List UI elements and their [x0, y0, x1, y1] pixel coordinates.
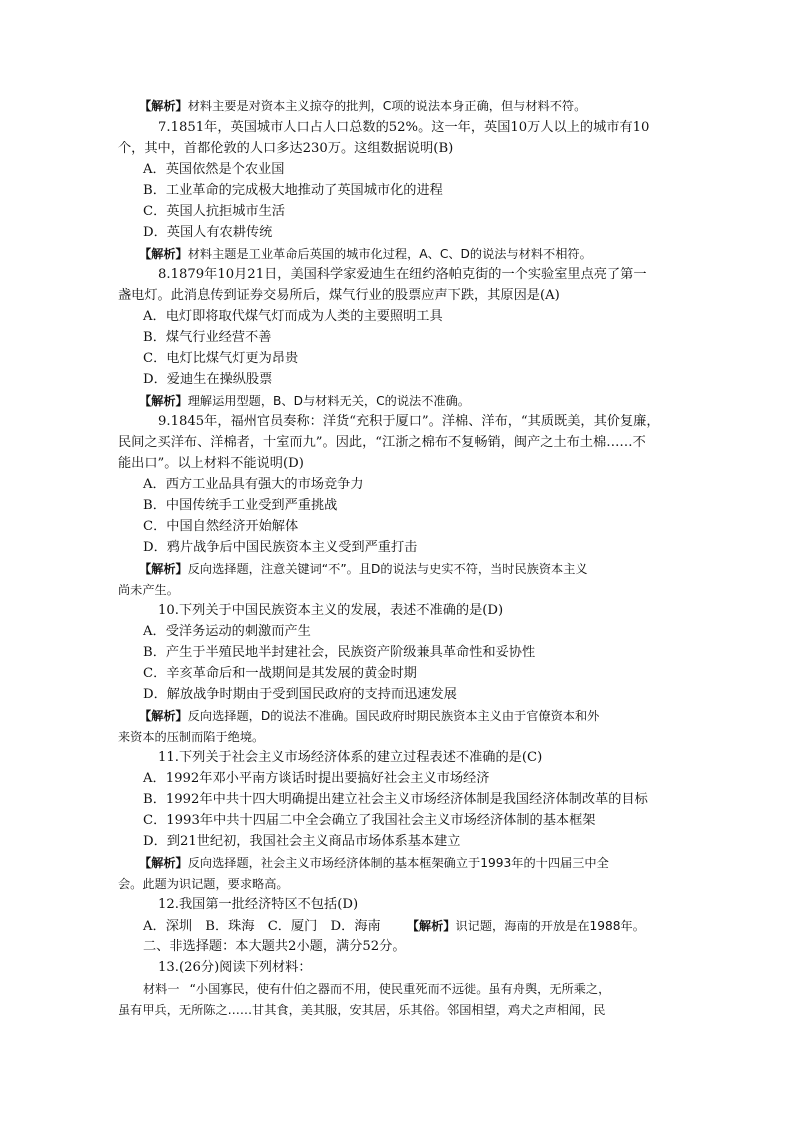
q12-options — [143, 916, 705, 937]
question-8-stem-cont: 盏电灯。此消息传到证券交易所后，煤气行业的股票应声下跌，其原因是(A) — [118, 288, 560, 303]
question-9-stem-cont: 民间之买洋布、洋棉者，十室而九”。因此，“江浙之棉布不复畅销，闽产之土布土棉……不 — [118, 435, 646, 450]
explanation-tag: 【解析】 — [139, 562, 188, 576]
q9-option-b: B．中国传统手工业受到严重挑战 — [143, 498, 338, 513]
material-text: “小国寡民，使有什伯之器而不用，使民重死而不远徙。虽有舟舆，无所乘之， — [189, 982, 611, 996]
explanation-line — [139, 559, 701, 579]
question-10-stem: 10.下列关于中国民族资本主义的发展，表述不准确的是(D) — [158, 603, 504, 618]
q12-explanation — [407, 919, 645, 933]
q10-option-c: C．辛亥革命后和一战期间是其发展的黄金时期 — [143, 666, 417, 681]
question-8-stem: 8.1879年10月21日，美国科学家爱迪生在纽约洛帕克街的一个实验室里点亮了第一 — [158, 267, 647, 282]
explanation-cont: 会。此题为识记题，要求略高。 — [118, 877, 289, 891]
explanation-tag: 【解析】 — [139, 394, 188, 408]
q12-options-text: A．深圳 B．珠海 C．厦门 D．海南 — [143, 919, 381, 934]
material-1 — [143, 979, 705, 999]
q11-option-a: A．1992年邓小平南方谈话时提出要搞好社会主义市场经济 — [143, 771, 490, 786]
material-1-cont: 虽有甲兵，无所陈之……甘其食，美其服，安其居，乐其俗。邻国相望，鸡犬之声相闻，民 — [118, 1003, 606, 1017]
explanation-text: 材料主题是工业革命后英国的城市化过程，A、C、D的说法与材料不相符。 — [187, 247, 592, 261]
explanation-tag: 【解析】 — [139, 247, 188, 261]
section-heading: 二、非选择题：本大题共2小题，满分52分。 — [143, 939, 406, 954]
explanation-line — [139, 706, 701, 726]
q7-option-b: B．工业革命的完成极大地推动了英国城市化的进程 — [143, 183, 443, 198]
explanation-tag: 【解析】 — [406, 919, 456, 933]
explanation-line — [139, 853, 701, 873]
explanation-text: 反向选择题，社会主义市场经济体制的基本框架确立于1993年的十四届三中全 — [187, 856, 609, 870]
explanation-text: 反向选择题，D的说法不准确。国民政府时期民族资本主义由于官僚资本和外 — [187, 709, 600, 723]
q8-option-c: C．电灯比煤气灯更为昂贵 — [143, 351, 299, 366]
explanation-text: 反向选择题，注意关键词“不”。且D的说法与史实不符，当时民族资本主义 — [187, 562, 588, 576]
q11-option-c: C．1993年中共十四届二中全会确立了我国社会主义市场经济体制的基本框架 — [143, 813, 596, 828]
question-7-stem: 7.1851年，英国城市人口占人口总数的52%。这一年，英国10万人以上的城市有10 — [158, 120, 650, 135]
q9-option-d: D．鸦片战争后中国民族资本主义受到严重打击 — [143, 540, 418, 555]
explanation-line — [139, 244, 701, 264]
explanation-text: 理解运用型题，B、D与材料无关，C的说法不准确。 — [187, 394, 470, 408]
q7-option-d: D．英国人有农耕传统 — [143, 225, 273, 240]
explanation-tag: 【解析】 — [139, 709, 188, 723]
question-9-stem-cont: 能出口”。以上材料不能说明(D) — [118, 456, 304, 471]
q8-option-a: A．电灯即将取代煤气灯而成为人类的主要照明工具 — [143, 309, 443, 324]
q8-option-b: B．煤气行业经营不善 — [143, 330, 272, 345]
explanation-text: 识记题，海南的开放是在1988年。 — [455, 919, 645, 933]
explanation-line — [139, 391, 701, 411]
explanation-cont: 来资本的压制而陷于绝境。 — [118, 730, 265, 744]
question-13-stem: 13.(26分)阅读下列材料： — [158, 960, 312, 975]
explanation-line — [139, 96, 701, 116]
q8-option-d: D．爱迪生在操纵股票 — [143, 372, 273, 387]
q9-option-c: C．中国自然经济开始解体 — [143, 519, 299, 534]
explanation-text: 材料主要是对资本主义掠夺的批判，C项的说法本身正确，但与材料不符。 — [187, 99, 587, 113]
explanation-tag: 【解析】 — [139, 99, 188, 113]
q10-option-b: B．产生于半殖民地半封建社会，民族资产阶级兼具革命性和妥协性 — [143, 645, 536, 660]
explanation-cont: 尚未产生。 — [118, 583, 179, 597]
q7-option-c: C．英国人抗拒城市生活 — [143, 204, 285, 219]
question-7-stem-cont: 个，其中，首都伦敦的人口多达230万。这组数据说明(B) — [118, 141, 454, 156]
q9-option-a: A．西方工业品具有强大的市场竞争力 — [143, 477, 364, 492]
q10-option-a: A．受洋务运动的刺激而产生 — [143, 624, 311, 639]
question-12-stem: 12.我国第一批经济特区不包括(D) — [158, 897, 359, 912]
q10-option-d: D．解放战争时期由于受到国民政府的支持而迅速发展 — [143, 687, 457, 702]
explanation-tag: 【解析】 — [139, 856, 188, 870]
q11-option-d: D．到21世纪初，我国社会主义商品市场体系基本建立 — [143, 834, 461, 849]
question-11-stem: 11.下列关于社会主义市场经济体系的建立过程表述不准确的是(C) — [158, 750, 543, 765]
question-9-stem: 9.1845年，福州官员奏称：洋货“充积于厦口”。洋棉、洋布，“其质既美，其价复廉， — [158, 414, 660, 429]
material-label: 材料一 — [143, 982, 180, 996]
q11-option-b: B．1992年中共十四大明确提出建立社会主义市场经济体制是我国经济体制改革的目标 — [143, 792, 648, 807]
q7-option-a: A．英国依然是个农业国 — [143, 162, 285, 177]
